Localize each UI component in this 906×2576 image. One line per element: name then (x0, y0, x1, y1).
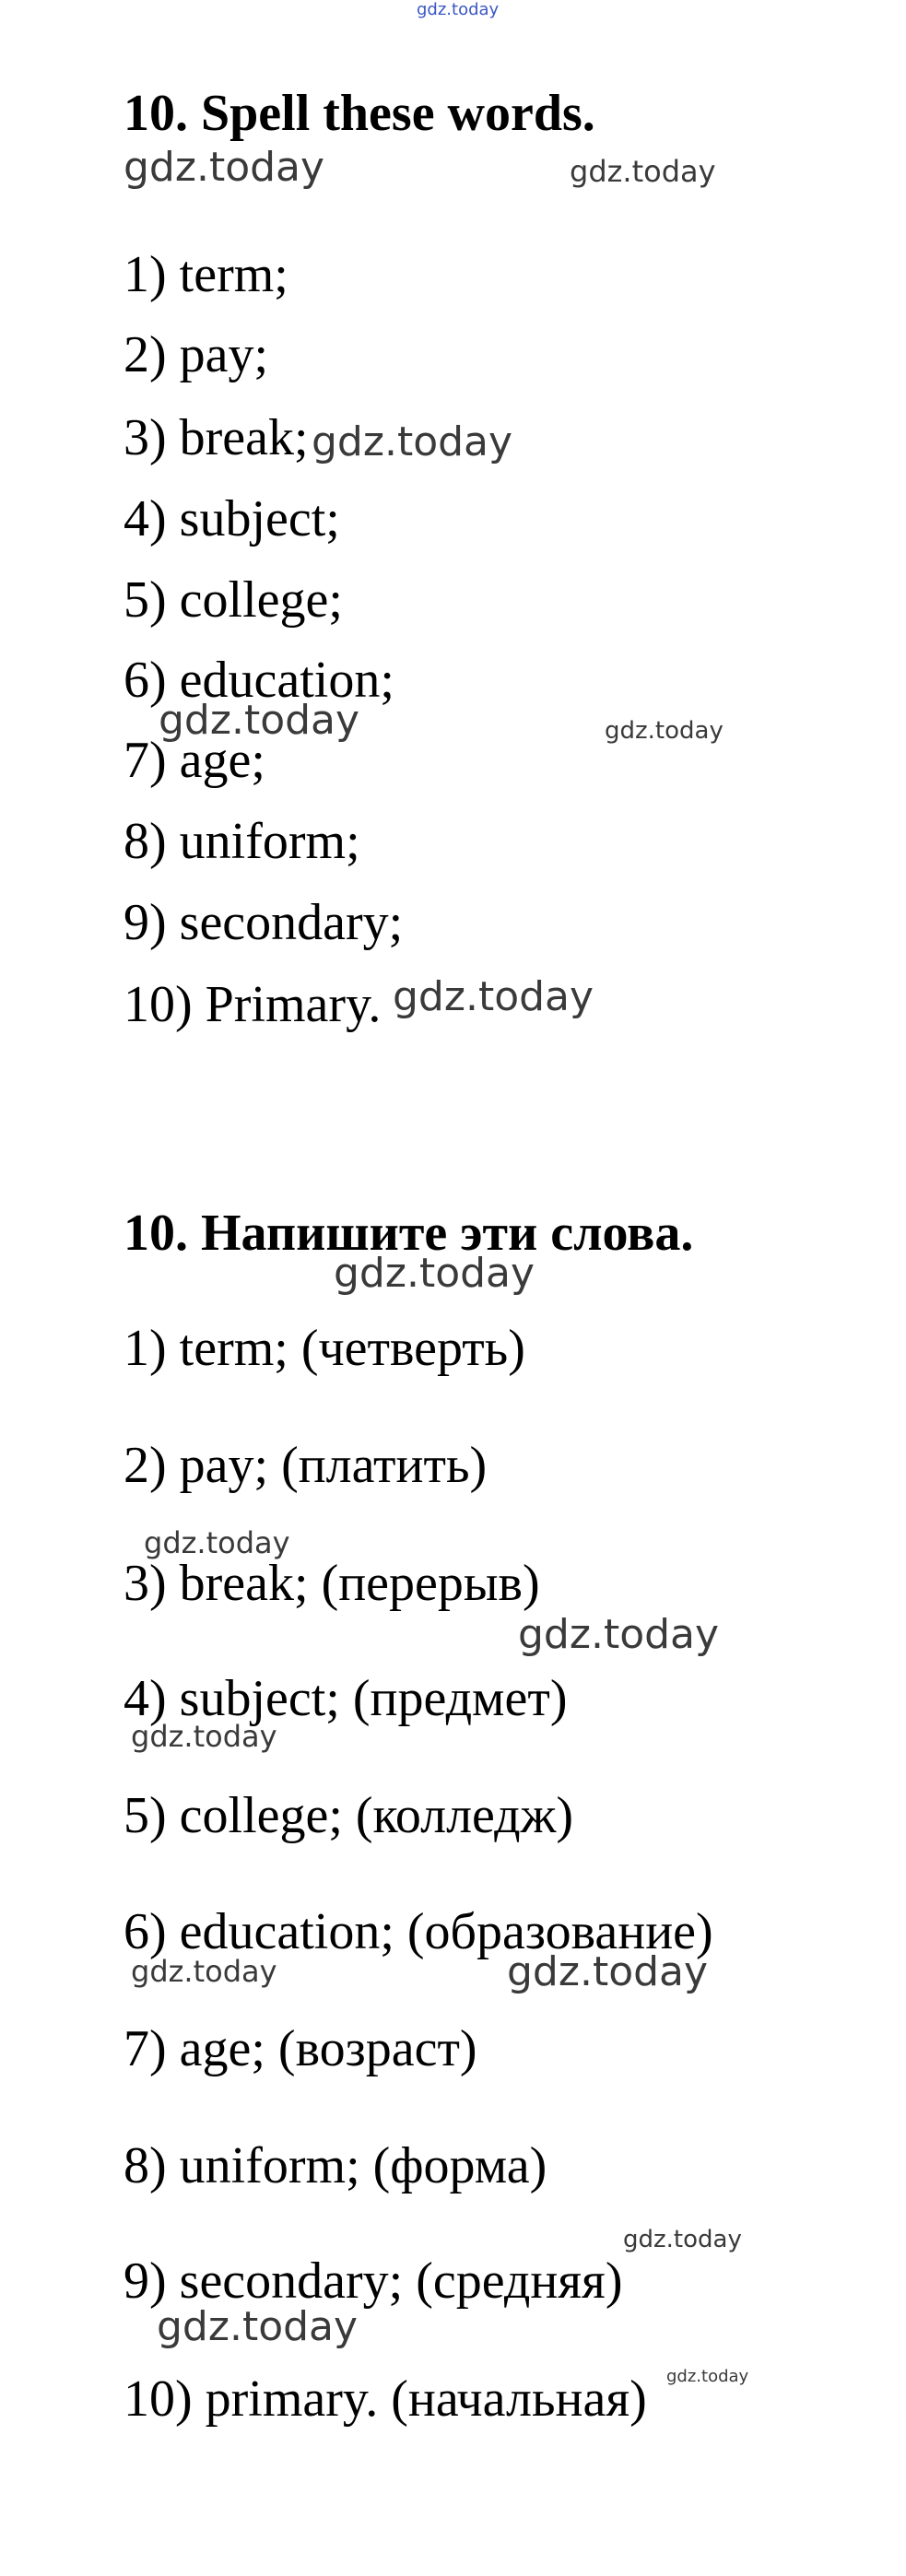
list-item-ru-6: 6) education; (образование) (124, 1903, 713, 1960)
watermark: gdz.today (666, 2367, 749, 2386)
list-item-en-1: 1) term; (124, 246, 288, 303)
watermark: gdz.today (131, 1954, 277, 1989)
list-item-ru-10: 10) primary. (начальная) (124, 2370, 647, 2428)
list-item-ru-2: 2) pay; (платить) (124, 1437, 488, 1494)
top-watermark: gdz.today (417, 0, 500, 19)
watermark: gdz.today (570, 154, 716, 189)
list-item-ru-3: 3) break; (перерыв) (124, 1555, 540, 1612)
list-item-ru-8: 8) uniform; (форма) (124, 2137, 547, 2194)
list-item-en-9: 9) secondary; (124, 894, 404, 951)
watermark: gdz.today (605, 717, 724, 745)
watermark: gdz.today (159, 697, 360, 744)
list-item-ru-5: 5) college; (колледж) (124, 1787, 574, 1844)
watermark: gdz.today (518, 1611, 720, 1658)
list-item-en-3: 3) break; (124, 409, 309, 466)
list-item-ru-4: 4) subject; (предмет) (124, 1670, 568, 1727)
list-item-en-4: 4) subject; (124, 490, 340, 547)
watermark: gdz.today (623, 2226, 742, 2253)
list-item-en-8: 8) uniform; (124, 813, 360, 870)
watermark: gdz.today (124, 144, 325, 191)
watermark: gdz.today (334, 1250, 535, 1297)
watermark: gdz.today (312, 418, 513, 465)
section-en-title: 10. Spell these words. (124, 85, 595, 142)
list-item-ru-7: 7) age; (возраст) (124, 2020, 477, 2077)
list-item-en-5: 5) college; (124, 571, 343, 629)
watermark: gdz.today (507, 1948, 709, 1995)
list-item-ru-9: 9) secondary; (средняя) (124, 2253, 623, 2310)
watermark: gdz.today (131, 1719, 277, 1754)
watermark: gdz.today (144, 1525, 290, 1560)
list-item-en-6: 6) education; (124, 652, 394, 709)
watermark: gdz.today (393, 973, 594, 1020)
list-item-en-10: 10) Primary. (124, 976, 382, 1033)
list-item-ru-1: 1) term; (четверть) (124, 1320, 525, 1377)
list-item-en-2: 2) pay; (124, 326, 269, 383)
watermark: gdz.today (157, 2303, 359, 2350)
list-item-en-7: 7) age; (124, 732, 265, 789)
section-ru-title: 10. Напишите эти слова. (124, 1205, 694, 1262)
